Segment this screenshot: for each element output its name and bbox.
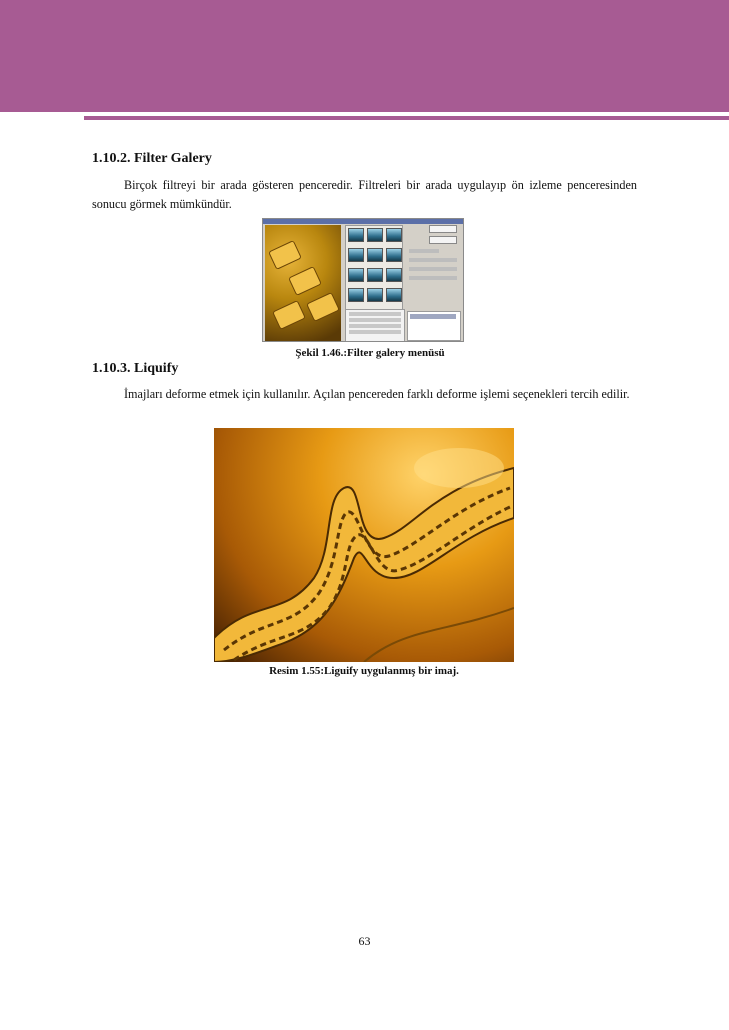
preview-pane — [265, 225, 341, 341]
filter-thumbnail — [367, 268, 383, 282]
desk-curve — [364, 608, 514, 662]
filter-thumbnail — [348, 228, 364, 242]
filter-select — [409, 249, 439, 253]
filter-thumbnail — [386, 288, 402, 302]
filter-gallery-screenshot — [262, 218, 464, 342]
warped-keyboard-body — [214, 468, 514, 662]
filter-category-list — [345, 309, 405, 342]
slider-row — [409, 267, 457, 271]
figure-caption-filter-gallery: Şekil 1.46.:Filter galery menüsü — [295, 347, 445, 359]
filter-thumbnail — [348, 288, 364, 302]
effect-layers-panel — [407, 311, 461, 341]
section-heading-filter-gallery: 1.10.2. Filter Galery — [92, 151, 212, 166]
filter-thumbnail — [386, 248, 402, 262]
page-number: 63 — [358, 934, 371, 948]
slider-row — [409, 258, 457, 262]
key-shape — [288, 266, 322, 296]
figure-caption-liquify: Resim 1.55:Liguify uygulanmış bir imaj. — [269, 665, 459, 677]
filter-thumbnail — [348, 268, 364, 282]
filter-thumbnail — [367, 228, 383, 242]
slider-row — [409, 276, 457, 280]
filter-thumbnail — [386, 268, 402, 282]
list-item — [349, 330, 401, 334]
highlight — [414, 448, 504, 488]
filter-thumbnail — [348, 248, 364, 262]
key-shape — [306, 292, 340, 322]
section-heading-liquify: 1.10.3. Liquify — [92, 361, 179, 376]
liquify-image — [214, 428, 514, 662]
filter-gallery-text: Birçok filtreyi bir arada gösteren penceredir. Filtreleri bir arada uygulayıp ön izleme penceresinden sonucu görmek mümkündür. — [92, 178, 637, 211]
list-item — [349, 312, 401, 316]
header-band — [0, 0, 729, 112]
cancel-button — [429, 236, 457, 244]
list-item — [349, 318, 401, 322]
filter-thumbnail — [367, 248, 383, 262]
liquify-paragraph — [92, 385, 637, 404]
effect-layer — [410, 314, 456, 319]
liquify-artwork — [214, 428, 514, 662]
settings-panel — [407, 225, 461, 309]
key-shape — [272, 300, 306, 330]
header-rule — [84, 116, 729, 120]
liquify-text: İmajları deforme etmek için kullanılır. Açılan pencereden farklı deforme işlemi seçenekleri tercih edilir. — [124, 387, 630, 401]
ok-button — [429, 225, 457, 233]
key-shape — [268, 240, 302, 270]
window-titlebar — [263, 219, 463, 224]
filter-thumbnail — [367, 288, 383, 302]
filter-gallery-paragraph — [92, 176, 637, 214]
filter-thumbnail — [386, 228, 402, 242]
list-item — [349, 324, 401, 328]
